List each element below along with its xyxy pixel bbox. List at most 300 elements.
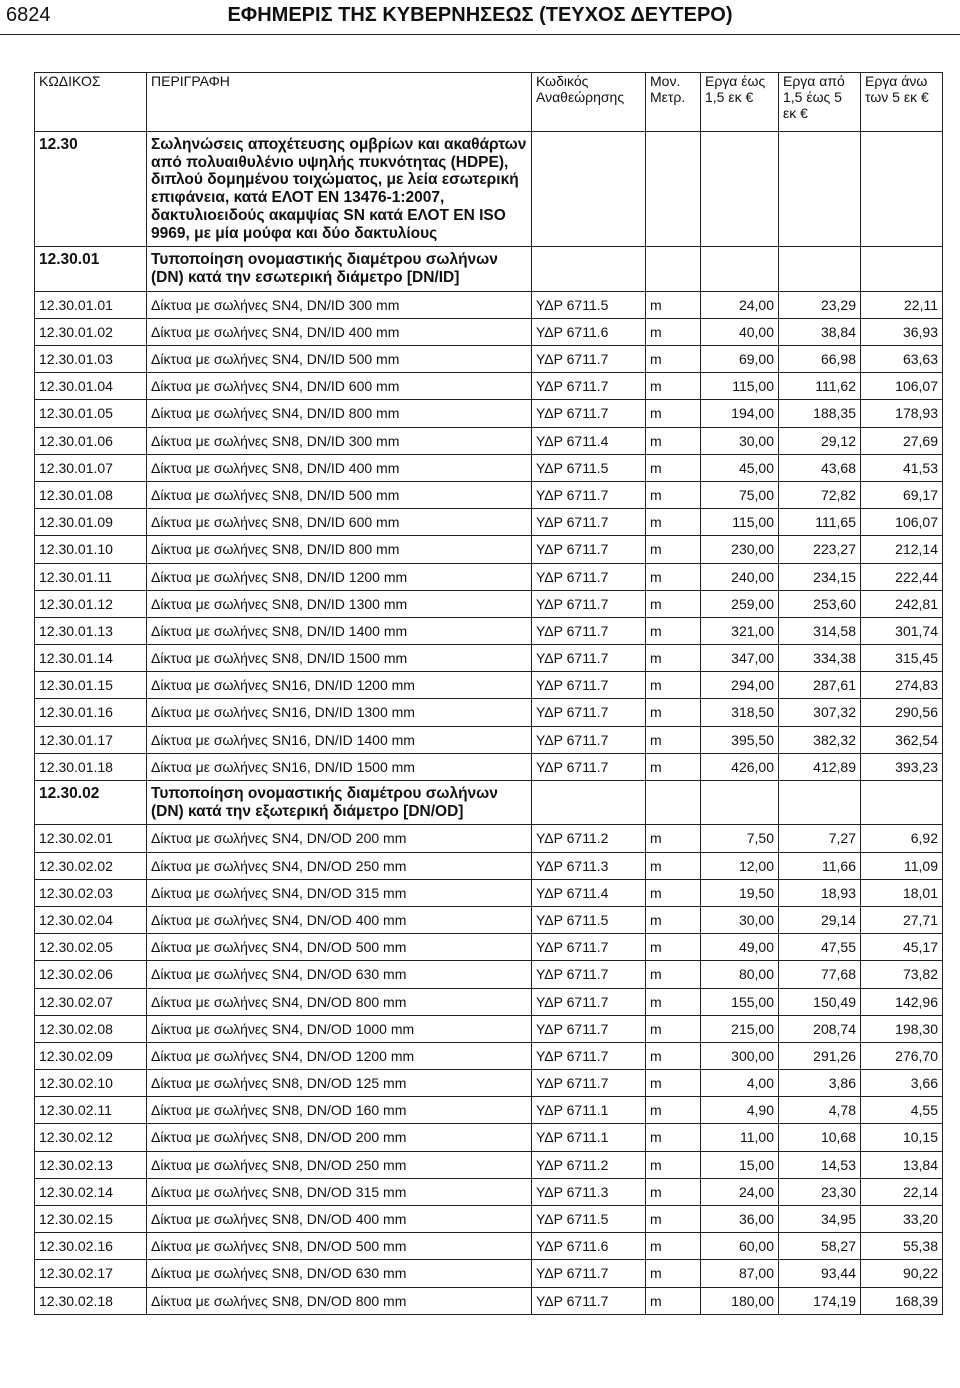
row-revision-code: ΥΔΡ 6711.7	[532, 1070, 646, 1097]
row-revision-code: ΥΔΡ 6711.5	[532, 454, 646, 481]
row-description: Δίκτυα με σωλήνες SN16, DN/ID 1500 mm	[147, 753, 532, 780]
row-price-high: 168,39	[861, 1287, 943, 1314]
row-price-low: 11,00	[701, 1124, 779, 1151]
row-price-low: 30,00	[701, 906, 779, 933]
row-revision-code: ΥΔΡ 6711.7	[532, 1287, 646, 1314]
row-price-mid	[779, 132, 861, 247]
row-price-high: 13,84	[861, 1151, 943, 1178]
row-price-mid: 93,44	[779, 1260, 861, 1287]
row-price-low: 259,00	[701, 590, 779, 617]
row-price-low: 49,00	[701, 934, 779, 961]
row-code: 12.30.01.11	[35, 563, 147, 590]
table-row	[35, 1260, 943, 1287]
row-price-high: 274,83	[861, 672, 943, 699]
row-price-mid: 234,15	[779, 563, 861, 590]
row-price-mid: 174,19	[779, 1287, 861, 1314]
row-price-high: 27,69	[861, 427, 943, 454]
row-price-high: 36,93	[861, 318, 943, 345]
row-revision-code: ΥΔΡ 6711.5	[532, 906, 646, 933]
row-price-low: 19,50	[701, 879, 779, 906]
row-price-low: 426,00	[701, 753, 779, 780]
row-code: 12.30.02.08	[35, 1015, 147, 1042]
row-description: Δίκτυα με σωλήνες SN16, DN/ID 1300 mm	[147, 699, 532, 726]
row-code: 12.30.02.07	[35, 988, 147, 1015]
row-code: 12.30.02.17	[35, 1260, 147, 1287]
row-code: 12.30.02.06	[35, 961, 147, 988]
row-price-high: 393,23	[861, 753, 943, 780]
row-price-mid: 307,32	[779, 699, 861, 726]
row-unit: m	[646, 1151, 701, 1178]
row-code: 12.30.01.03	[35, 346, 147, 373]
row-price-high: 4,55	[861, 1097, 943, 1124]
row-code: 12.30.01.09	[35, 509, 147, 536]
row-price-high: 212,14	[861, 536, 943, 563]
table-row	[35, 291, 943, 318]
row-price-mid: 23,30	[779, 1178, 861, 1205]
row-description: Δίκτυα με σωλήνες SN8, DN/OD 630 mm	[147, 1260, 532, 1287]
row-unit: m	[646, 934, 701, 961]
row-price-high: 222,44	[861, 563, 943, 590]
row-price-high: 106,07	[861, 509, 943, 536]
row-price-mid: 10,68	[779, 1124, 861, 1151]
row-price-low: 80,00	[701, 961, 779, 988]
table-row	[35, 645, 943, 672]
header-divider	[0, 34, 960, 35]
row-revision-code: ΥΔΡ 6711.7	[532, 961, 646, 988]
row-price-mid: 18,93	[779, 879, 861, 906]
row-description: Δίκτυα με σωλήνες SN8, DN/OD 800 mm	[147, 1287, 532, 1314]
table-row	[35, 825, 943, 852]
row-code: 12.30.02.10	[35, 1070, 147, 1097]
row-code: 12.30.01.02	[35, 318, 147, 345]
table-row	[35, 346, 943, 373]
row-price-low: 215,00	[701, 1015, 779, 1042]
row-price-high: 242,81	[861, 590, 943, 617]
row-description: Δίκτυα με σωλήνες SN8, DN/ID 1200 mm	[147, 563, 532, 590]
header-revision-code: Κωδικός Αναθεώρησης	[532, 73, 646, 132]
row-code: 12.30.01.14	[35, 645, 147, 672]
table-row	[35, 563, 943, 590]
row-price-mid: 66,98	[779, 346, 861, 373]
row-code: 12.30.02.04	[35, 906, 147, 933]
row-description: Δίκτυα με σωλήνες SN4, DN/OD 400 mm	[147, 906, 532, 933]
row-price-mid: 291,26	[779, 1042, 861, 1069]
row-unit: m	[646, 617, 701, 644]
row-price-low	[701, 247, 779, 291]
row-price-high: 11,09	[861, 852, 943, 879]
row-price-high: 198,30	[861, 1015, 943, 1042]
row-price-mid: 223,27	[779, 536, 861, 563]
table-row	[35, 373, 943, 400]
row-unit: m	[646, 400, 701, 427]
row-unit: m	[646, 753, 701, 780]
row-price-low: 155,00	[701, 988, 779, 1015]
row-revision-code: ΥΔΡ 6711.1	[532, 1097, 646, 1124]
row-price-low: 180,00	[701, 1287, 779, 1314]
row-price-high: 22,11	[861, 291, 943, 318]
row-unit: m	[646, 1206, 701, 1233]
row-description: Δίκτυα με σωλήνες SN4, DN/ID 600 mm	[147, 373, 532, 400]
row-code: 12.30.02.03	[35, 879, 147, 906]
row-description: Δίκτυα με σωλήνες SN8, DN/ID 800 mm	[147, 536, 532, 563]
row-price-mid: 34,95	[779, 1206, 861, 1233]
row-price-high: 41,53	[861, 454, 943, 481]
row-price-mid	[779, 247, 861, 291]
row-revision-code: ΥΔΡ 6711.7	[532, 753, 646, 780]
row-description: Δίκτυα με σωλήνες SN4, DN/OD 315 mm	[147, 879, 532, 906]
row-price-low: 36,00	[701, 1206, 779, 1233]
row-description: Τυποποίηση ονομαστικής διαμέτρου σωλήνων (DN) κατά την εξωτερική διάμετρο [DN/OD]	[147, 781, 532, 825]
row-price-mid: 38,84	[779, 318, 861, 345]
group-row	[35, 247, 943, 291]
row-price-low: 24,00	[701, 291, 779, 318]
table-row	[35, 1015, 943, 1042]
row-description: Σωληνώσεις αποχέτευσης ομβρίων και ακαθάρτων από πολυαιθυλένιο υψηλής πυκνότητας (HDPE), διπλού δομημένου τοιχώματος, με λεία εσωτερική επιφάνεια, κατά ΕΛΟΤ ΕΝ 13476-1:2007, δακτυλιοειδούς ακαμψίας SN κατά ΕΛΟΤ ΕΝ ISO 9969, με μία μούφα και δύο δακτυλίους	[147, 132, 532, 247]
row-code: 12.30.02.16	[35, 1233, 147, 1260]
row-unit: m	[646, 988, 701, 1015]
row-price-high: 290,56	[861, 699, 943, 726]
row-unit: m	[646, 291, 701, 318]
row-price-high: 33,20	[861, 1206, 943, 1233]
row-code: 12.30.02.02	[35, 852, 147, 879]
row-unit: m	[646, 1233, 701, 1260]
row-revision-code: ΥΔΡ 6711.7	[532, 645, 646, 672]
row-description: Δίκτυα με σωλήνες SN8, DN/ID 600 mm	[147, 509, 532, 536]
row-code: 12.30.01.16	[35, 699, 147, 726]
table-row	[35, 961, 943, 988]
row-revision-code: ΥΔΡ 6711.2	[532, 1151, 646, 1178]
row-unit: m	[646, 672, 701, 699]
row-price-mid: 23,29	[779, 291, 861, 318]
row-price-low: 24,00	[701, 1178, 779, 1205]
row-revision-code: ΥΔΡ 6711.6	[532, 1233, 646, 1260]
row-code: 12.30.01.06	[35, 427, 147, 454]
row-unit: m	[646, 726, 701, 753]
row-price-low: 4,90	[701, 1097, 779, 1124]
row-unit: m	[646, 1178, 701, 1205]
row-price-low: 75,00	[701, 481, 779, 508]
row-price-low: 294,00	[701, 672, 779, 699]
table-row	[35, 1070, 943, 1097]
row-unit: m	[646, 1260, 701, 1287]
header-code: ΚΩΔΙΚΟΣ	[35, 73, 147, 132]
row-price-high: 90,22	[861, 1260, 943, 1287]
row-unit	[646, 247, 701, 291]
row-description: Δίκτυα με σωλήνες SN4, DN/OD 250 mm	[147, 852, 532, 879]
row-price-high	[861, 132, 943, 247]
row-code: 12.30.01	[35, 247, 147, 291]
row-code: 12.30.01.05	[35, 400, 147, 427]
row-code: 12.30.02.14	[35, 1178, 147, 1205]
row-description: Δίκτυα με σωλήνες SN8, DN/ID 1400 mm	[147, 617, 532, 644]
row-price-high: 63,63	[861, 346, 943, 373]
table-row	[35, 726, 943, 753]
row-revision-code: ΥΔΡ 6711.7	[532, 481, 646, 508]
row-unit	[646, 132, 701, 247]
row-unit: m	[646, 563, 701, 590]
row-price-mid: 334,38	[779, 645, 861, 672]
table-row	[35, 852, 943, 879]
group-row	[35, 781, 943, 825]
row-unit: m	[646, 852, 701, 879]
row-description: Δίκτυα με σωλήνες SN8, DN/ID 300 mm	[147, 427, 532, 454]
table-row	[35, 1206, 943, 1233]
row-price-low: 69,00	[701, 346, 779, 373]
row-price-low: 30,00	[701, 427, 779, 454]
row-unit: m	[646, 373, 701, 400]
row-price-low: 115,00	[701, 373, 779, 400]
row-code: 12.30.02.05	[35, 934, 147, 961]
row-code: 12.30.01.10	[35, 536, 147, 563]
row-price-low: 321,00	[701, 617, 779, 644]
table-row	[35, 988, 943, 1015]
row-unit: m	[646, 1287, 701, 1314]
row-price-low: 115,00	[701, 509, 779, 536]
row-price-low: 318,50	[701, 699, 779, 726]
row-price-mid: 11,66	[779, 852, 861, 879]
row-code: 12.30.01.18	[35, 753, 147, 780]
row-unit: m	[646, 906, 701, 933]
row-price-low: 4,00	[701, 1070, 779, 1097]
row-revision-code: ΥΔΡ 6711.7	[532, 988, 646, 1015]
row-price-high	[861, 247, 943, 291]
row-description: Δίκτυα με σωλήνες SN4, DN/OD 500 mm	[147, 934, 532, 961]
row-unit: m	[646, 1124, 701, 1151]
row-revision-code: ΥΔΡ 6711.7	[532, 617, 646, 644]
row-unit: m	[646, 536, 701, 563]
row-price-mid: 111,65	[779, 509, 861, 536]
row-description: Δίκτυα με σωλήνες SN4, DN/ID 400 mm	[147, 318, 532, 345]
row-price-mid: 287,61	[779, 672, 861, 699]
row-revision-code: ΥΔΡ 6711.7	[532, 509, 646, 536]
row-unit: m	[646, 318, 701, 345]
row-price-high: 22,14	[861, 1178, 943, 1205]
row-unit: m	[646, 1015, 701, 1042]
row-description: Δίκτυα με σωλήνες SN4, DN/OD 1200 mm	[147, 1042, 532, 1069]
row-code: 12.30.02.09	[35, 1042, 147, 1069]
table-row	[35, 400, 943, 427]
row-price-low: 300,00	[701, 1042, 779, 1069]
row-code: 12.30.01.12	[35, 590, 147, 617]
row-price-low: 230,00	[701, 536, 779, 563]
row-price-mid: 4,78	[779, 1097, 861, 1124]
row-code: 12.30.02.01	[35, 825, 147, 852]
row-revision-code: ΥΔΡ 6711.7	[532, 563, 646, 590]
row-price-high: 18,01	[861, 879, 943, 906]
row-code: 12.30.02.18	[35, 1287, 147, 1314]
row-code: 12.30.02.15	[35, 1206, 147, 1233]
row-code: 12.30.01.04	[35, 373, 147, 400]
row-unit: m	[646, 1070, 701, 1097]
row-revision-code: ΥΔΡ 6711.4	[532, 879, 646, 906]
row-price-high: 10,15	[861, 1124, 943, 1151]
row-description: Δίκτυα με σωλήνες SN8, DN/OD 200 mm	[147, 1124, 532, 1151]
row-price-high: 142,96	[861, 988, 943, 1015]
row-price-mid: 72,82	[779, 481, 861, 508]
row-price-high: 73,82	[861, 961, 943, 988]
row-price-mid: 14,53	[779, 1151, 861, 1178]
row-price-mid: 253,60	[779, 590, 861, 617]
table-row	[35, 1124, 943, 1151]
row-description: Δίκτυα με σωλήνες SN16, DN/ID 1400 mm	[147, 726, 532, 753]
table-row	[35, 879, 943, 906]
row-price-low: 12,00	[701, 852, 779, 879]
row-revision-code: ΥΔΡ 6711.7	[532, 1015, 646, 1042]
row-description: Δίκτυα με σωλήνες SN8, DN/OD 315 mm	[147, 1178, 532, 1205]
row-code: 12.30.02.11	[35, 1097, 147, 1124]
row-code: 12.30.02.12	[35, 1124, 147, 1151]
table-header-row	[35, 73, 943, 132]
row-code: 12.30.01.08	[35, 481, 147, 508]
row-price-low: 60,00	[701, 1233, 779, 1260]
row-price-low	[701, 781, 779, 825]
table-row	[35, 427, 943, 454]
row-price-high: 55,38	[861, 1233, 943, 1260]
row-price-high: 27,71	[861, 906, 943, 933]
row-price-high: 69,17	[861, 481, 943, 508]
row-price-high: 6,92	[861, 825, 943, 852]
row-revision-code: ΥΔΡ 6711.7	[532, 590, 646, 617]
table-row	[35, 753, 943, 780]
row-revision-code: ΥΔΡ 6711.7	[532, 400, 646, 427]
row-unit	[646, 781, 701, 825]
row-unit: m	[646, 961, 701, 988]
row-price-low	[701, 132, 779, 247]
row-description: Δίκτυα με σωλήνες SN8, DN/OD 400 mm	[147, 1206, 532, 1233]
row-unit: m	[646, 1042, 701, 1069]
row-price-high: 3,66	[861, 1070, 943, 1097]
row-price-low: 7,50	[701, 825, 779, 852]
header-description: ΠΕΡΙΓΡΑΦΗ	[147, 73, 532, 132]
row-price-high: 106,07	[861, 373, 943, 400]
row-unit: m	[646, 590, 701, 617]
row-price-high: 315,45	[861, 645, 943, 672]
row-unit: m	[646, 346, 701, 373]
table-body	[35, 132, 943, 1315]
row-code: 12.30.02.13	[35, 1151, 147, 1178]
row-description: Δίκτυα με σωλήνες SN8, DN/OD 125 mm	[147, 1070, 532, 1097]
page-header	[0, 0, 960, 40]
row-revision-code	[532, 132, 646, 247]
row-price-mid: 188,35	[779, 400, 861, 427]
row-price-low: 40,00	[701, 318, 779, 345]
row-price-mid: 7,27	[779, 825, 861, 852]
row-price-mid: 58,27	[779, 1233, 861, 1260]
row-revision-code: ΥΔΡ 6711.7	[532, 536, 646, 563]
row-unit: m	[646, 825, 701, 852]
row-description: Δίκτυα με σωλήνες SN4, DN/ID 800 mm	[147, 400, 532, 427]
row-description: Δίκτυα με σωλήνες SN4, DN/OD 1000 mm	[147, 1015, 532, 1042]
row-price-mid: 314,58	[779, 617, 861, 644]
row-description: Δίκτυα με σωλήνες SN8, DN/OD 500 mm	[147, 1233, 532, 1260]
table-row	[35, 934, 943, 961]
row-price-high	[861, 781, 943, 825]
table-row	[35, 699, 943, 726]
row-unit: m	[646, 645, 701, 672]
row-price-low: 395,50	[701, 726, 779, 753]
row-price-mid: 150,49	[779, 988, 861, 1015]
row-revision-code	[532, 781, 646, 825]
row-price-low: 347,00	[701, 645, 779, 672]
row-revision-code: ΥΔΡ 6711.7	[532, 1260, 646, 1287]
row-revision-code: ΥΔΡ 6711.7	[532, 726, 646, 753]
row-description: Δίκτυα με σωλήνες SN8, DN/ID 400 mm	[147, 454, 532, 481]
row-price-mid: 208,74	[779, 1015, 861, 1042]
table-row	[35, 509, 943, 536]
header-price-low: Εργα έως 1,5 εκ €	[701, 73, 779, 132]
row-price-mid: 3,86	[779, 1070, 861, 1097]
table-row	[35, 1178, 943, 1205]
row-code: 12.30.01.17	[35, 726, 147, 753]
row-price-low: 194,00	[701, 400, 779, 427]
row-price-high: 45,17	[861, 934, 943, 961]
row-unit: m	[646, 879, 701, 906]
row-price-mid: 382,32	[779, 726, 861, 753]
row-revision-code: ΥΔΡ 6711.7	[532, 346, 646, 373]
table-row	[35, 590, 943, 617]
row-revision-code: ΥΔΡ 6711.7	[532, 699, 646, 726]
row-revision-code: ΥΔΡ 6711.3	[532, 1178, 646, 1205]
table-row	[35, 1287, 943, 1314]
row-revision-code: ΥΔΡ 6711.6	[532, 318, 646, 345]
row-description: Δίκτυα με σωλήνες SN8, DN/ID 1500 mm	[147, 645, 532, 672]
row-revision-code: ΥΔΡ 6711.1	[532, 1124, 646, 1151]
row-code: 12.30.02	[35, 781, 147, 825]
row-price-mid: 29,12	[779, 427, 861, 454]
row-description: Δίκτυα με σωλήνες SN4, DN/OD 800 mm	[147, 988, 532, 1015]
row-description: Δίκτυα με σωλήνες SN8, DN/OD 250 mm	[147, 1151, 532, 1178]
row-description: Δίκτυα με σωλήνες SN8, DN/OD 160 mm	[147, 1097, 532, 1124]
row-revision-code	[532, 247, 646, 291]
row-unit: m	[646, 481, 701, 508]
table-row	[35, 1233, 943, 1260]
row-price-high: 301,74	[861, 617, 943, 644]
row-revision-code: ΥΔΡ 6711.4	[532, 427, 646, 454]
table-row	[35, 1097, 943, 1124]
row-price-mid: 77,68	[779, 961, 861, 988]
row-price-mid: 412,89	[779, 753, 861, 780]
table-row	[35, 318, 943, 345]
table-row	[35, 1042, 943, 1069]
row-unit: m	[646, 427, 701, 454]
row-price-mid: 111,62	[779, 373, 861, 400]
row-unit: m	[646, 699, 701, 726]
row-description: Δίκτυα με σωλήνες SN4, DN/OD 630 mm	[147, 961, 532, 988]
header-price-mid: Εργα από 1,5 έως 5 εκ €	[779, 73, 861, 132]
row-price-high: 178,93	[861, 400, 943, 427]
price-table	[34, 72, 943, 1315]
row-revision-code: ΥΔΡ 6711.5	[532, 1206, 646, 1233]
row-description: Δίκτυα με σωλήνες SN8, DN/ID 1300 mm	[147, 590, 532, 617]
row-price-low: 15,00	[701, 1151, 779, 1178]
table-row	[35, 617, 943, 644]
row-code: 12.30.01.15	[35, 672, 147, 699]
row-revision-code: ΥΔΡ 6711.3	[532, 852, 646, 879]
row-price-high: 362,54	[861, 726, 943, 753]
row-revision-code: ΥΔΡ 6711.7	[532, 373, 646, 400]
row-price-mid: 29,14	[779, 906, 861, 933]
row-revision-code: ΥΔΡ 6711.7	[532, 1042, 646, 1069]
row-revision-code: ΥΔΡ 6711.5	[532, 291, 646, 318]
row-description: Δίκτυα με σωλήνες SN4, DN/ID 500 mm	[147, 346, 532, 373]
row-price-mid	[779, 781, 861, 825]
row-unit: m	[646, 509, 701, 536]
row-description: Δίκτυα με σωλήνες SN8, DN/ID 500 mm	[147, 481, 532, 508]
page-number: 6824	[6, 4, 51, 26]
row-code: 12.30.01.01	[35, 291, 147, 318]
row-code: 12.30.01.07	[35, 454, 147, 481]
row-code: 12.30	[35, 132, 147, 247]
